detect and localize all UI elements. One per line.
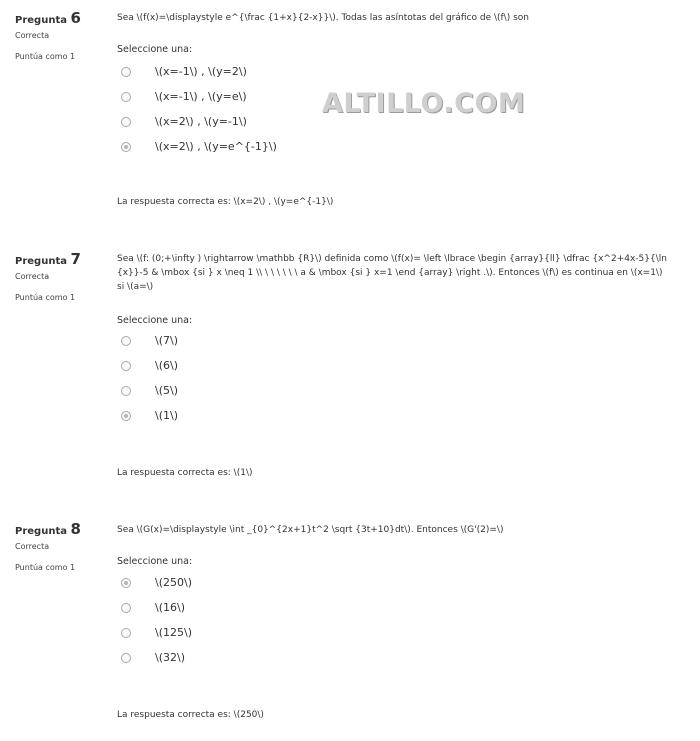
answer-option[interactable] xyxy=(121,139,421,159)
option-label[interactable]: \(7\) xyxy=(155,334,178,347)
option-label[interactable]: \(x=-1\) , \(y=e\) xyxy=(155,90,247,103)
question-grade: Puntúa como 1 xyxy=(15,563,76,572)
question-text: Sea \(f(x)=\displaystyle e^{\frac {1+x}{2-x}}\). Todas las asíntotas del gráfico de \(f\) son xyxy=(117,13,529,23)
radio-button-selected[interactable] xyxy=(121,142,131,152)
option-label[interactable]: \(x=2\) , \(y=-1\) xyxy=(155,115,247,128)
option-label[interactable]: \(32\) xyxy=(155,651,185,664)
radio-button[interactable] xyxy=(121,386,131,396)
correct-answer: La respuesta correcta es: \(1\) xyxy=(117,468,253,478)
answer-option[interactable] xyxy=(121,358,421,378)
select-prompt: Seleccione una: xyxy=(117,315,193,326)
answer-option[interactable] xyxy=(121,600,421,620)
answer-option[interactable] xyxy=(121,625,421,645)
radio-button[interactable] xyxy=(121,628,131,638)
correct-answer: La respuesta correcta es: \(x=2\) , \(y=e^{-1}\) xyxy=(117,197,334,207)
answer-option[interactable] xyxy=(121,408,421,428)
select-prompt: Seleccione una: xyxy=(117,44,193,55)
radio-button-selected[interactable] xyxy=(121,411,131,421)
radio-button[interactable] xyxy=(121,336,131,346)
radio-button[interactable] xyxy=(121,603,131,613)
question-state: Correcta xyxy=(15,272,50,281)
correct-answer: La respuesta correcta es: \(250\) xyxy=(117,710,264,720)
radio-button[interactable] xyxy=(121,67,131,77)
question-state: Correcta xyxy=(15,31,50,40)
radio-button[interactable] xyxy=(121,361,131,371)
radio-button[interactable] xyxy=(121,653,131,663)
option-label[interactable]: \(6\) xyxy=(155,359,178,372)
option-label[interactable]: \(250\) xyxy=(155,576,192,589)
question-grade: Puntúa como 1 xyxy=(15,52,76,61)
question-info xyxy=(15,250,110,302)
question-number: Pregunta 7 xyxy=(15,250,81,268)
select-prompt: Seleccione una: xyxy=(117,556,193,567)
radio-button[interactable] xyxy=(121,92,131,102)
answer-option[interactable] xyxy=(121,383,421,403)
answer-option[interactable] xyxy=(121,650,421,670)
question-info xyxy=(15,520,110,572)
question-grade: Puntúa como 1 xyxy=(15,293,76,302)
radio-button[interactable] xyxy=(121,117,131,127)
watermark: ALTILLO.COM xyxy=(322,88,526,119)
radio-button-selected[interactable] xyxy=(121,578,131,588)
option-label[interactable]: \(1\) xyxy=(155,409,178,422)
option-label[interactable]: \(5\) xyxy=(155,384,178,397)
question-info xyxy=(15,9,110,61)
answer-option[interactable] xyxy=(121,114,421,134)
option-label[interactable]: \(16\) xyxy=(155,601,185,614)
answer-option[interactable] xyxy=(121,575,421,595)
answer-option[interactable] xyxy=(121,89,421,109)
option-label[interactable]: \(x=2\) , \(y=e^{-1}\) xyxy=(155,140,277,153)
question-number: Pregunta 6 xyxy=(15,9,81,27)
answer-option[interactable] xyxy=(121,64,421,84)
option-label[interactable]: \(125\) xyxy=(155,626,192,639)
question-state: Correcta xyxy=(15,542,50,551)
option-label[interactable]: \(x=-1\) , \(y=2\) xyxy=(155,65,247,78)
answer-option[interactable] xyxy=(121,333,421,353)
question-text: Sea \(f: (0;+\infty ) \rightarrow \mathbb {R}\) definida como \(f(x)= \left \lbrace \begin {array}{ll} \dfrac {x^2+4x-5}{\ln {x}}-5 & \mbox {si } x \neq 1 \\ \ \ \ \ \ \ a & \mbox {si } x=1 \end {array} \right .\). Entonces \(f\) es continua en \(x=1\) si \(a=\) xyxy=(117,254,667,292)
question-text: Sea \(G(x)=\displaystyle \int _{0}^{2x+1}t^2 \sqrt {3t+10}dt\). Entonces \(G'(2)=\) xyxy=(117,525,504,535)
question-number: Pregunta 8 xyxy=(15,520,81,538)
